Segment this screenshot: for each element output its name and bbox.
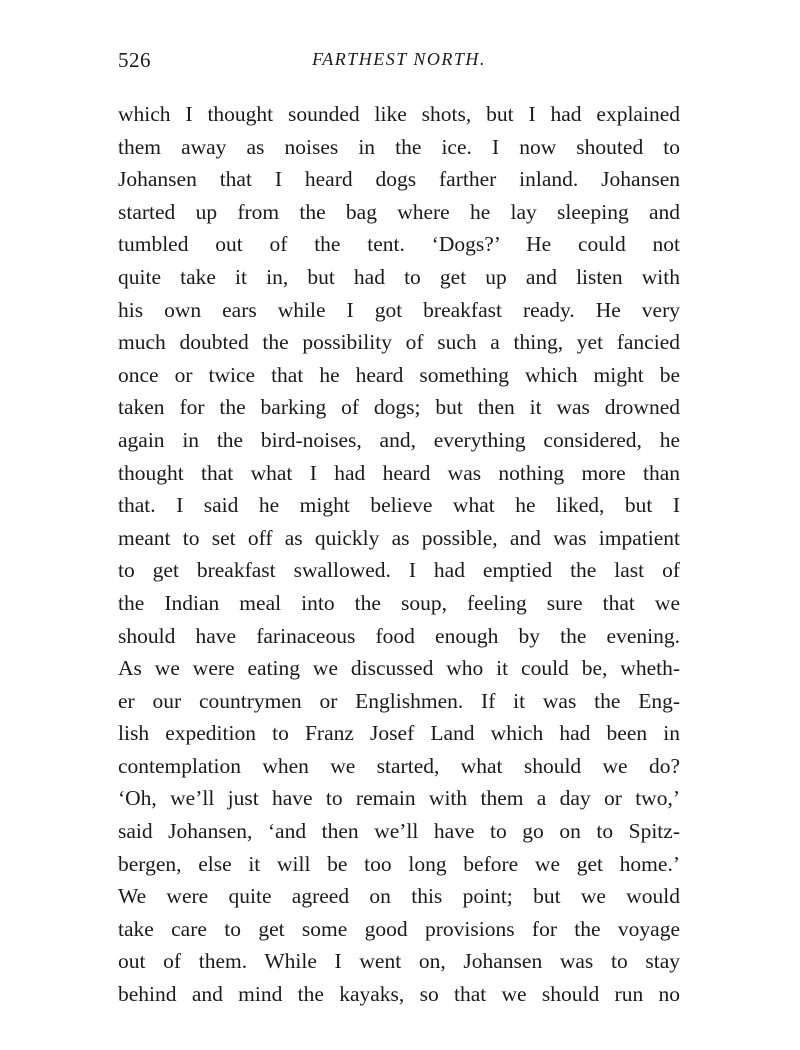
text-line: out of them. While I went on, Johansen was to stay <box>118 949 680 974</box>
body-text <box>118 98 680 1011</box>
text-line: contemplation when we started, what should we do? <box>118 753 680 778</box>
text-line: the Indian meal into the soup, feeling sure that we <box>118 590 680 615</box>
text-line: started up from the bag where he lay sleeping and <box>118 199 680 224</box>
text-line: er our countrymen or Englishmen. If it was the Eng- <box>118 688 680 713</box>
text-line: meant to set off as quickly as possible, and was impatient <box>118 525 680 550</box>
text-line: his own ears while I got breakfast ready. He very <box>118 297 680 322</box>
page-number: 526 <box>118 48 151 72</box>
text-line: behind and mind the kayaks, so that we should run no <box>118 982 680 1007</box>
text-line: lish expedition to Franz Josef Land which had been in <box>118 721 680 746</box>
text-line: quite take it in, but had to get up and listen with <box>118 264 680 289</box>
text-line: them away as noises in the ice. I now shouted to <box>118 134 680 159</box>
text-line: As we were eating we discussed who it could be, wheth- <box>118 656 680 681</box>
text-line: again in the bird-noises, and, everything considered, he <box>118 427 680 452</box>
text-line: tumbled out of the tent. ‘Dogs?’ He could not <box>118 232 680 257</box>
text-line: thought that what I had heard was nothing more than <box>118 460 680 485</box>
running-title: FARTHEST NORTH. <box>312 49 486 69</box>
text-line: once or twice that he heard something which might be <box>118 362 680 387</box>
text-line: taken for the barking of dogs; but then it was drowned <box>118 395 680 420</box>
text-line: bergen, else it will be too long before we get home.’ <box>118 851 680 876</box>
text-line: said Johansen, ‘and then we’ll have to go on to Spitz- <box>118 819 680 844</box>
text-line: take care to get some good provisions for the voyage <box>118 916 680 941</box>
text-line: to get breakfast swallowed. I had emptied the last of <box>118 558 680 583</box>
text-line: ‘Oh, we’ll just have to remain with them a day or two,’ <box>118 786 680 811</box>
text-line: should have farinaceous food enough by the evening. <box>118 623 680 648</box>
text-line: Johansen that I heard dogs farther inland. Johansen <box>118 167 680 192</box>
text-line: much doubted the possibility of such a thing, yet fancied <box>118 330 680 355</box>
text-line: We were quite agreed on this point; but we would <box>118 884 680 909</box>
text-line: that. I said he might believe what he liked, but I <box>118 493 680 518</box>
running-head <box>118 48 680 74</box>
text-line: which I thought sounded like shots, but I had explained <box>118 102 680 126</box>
